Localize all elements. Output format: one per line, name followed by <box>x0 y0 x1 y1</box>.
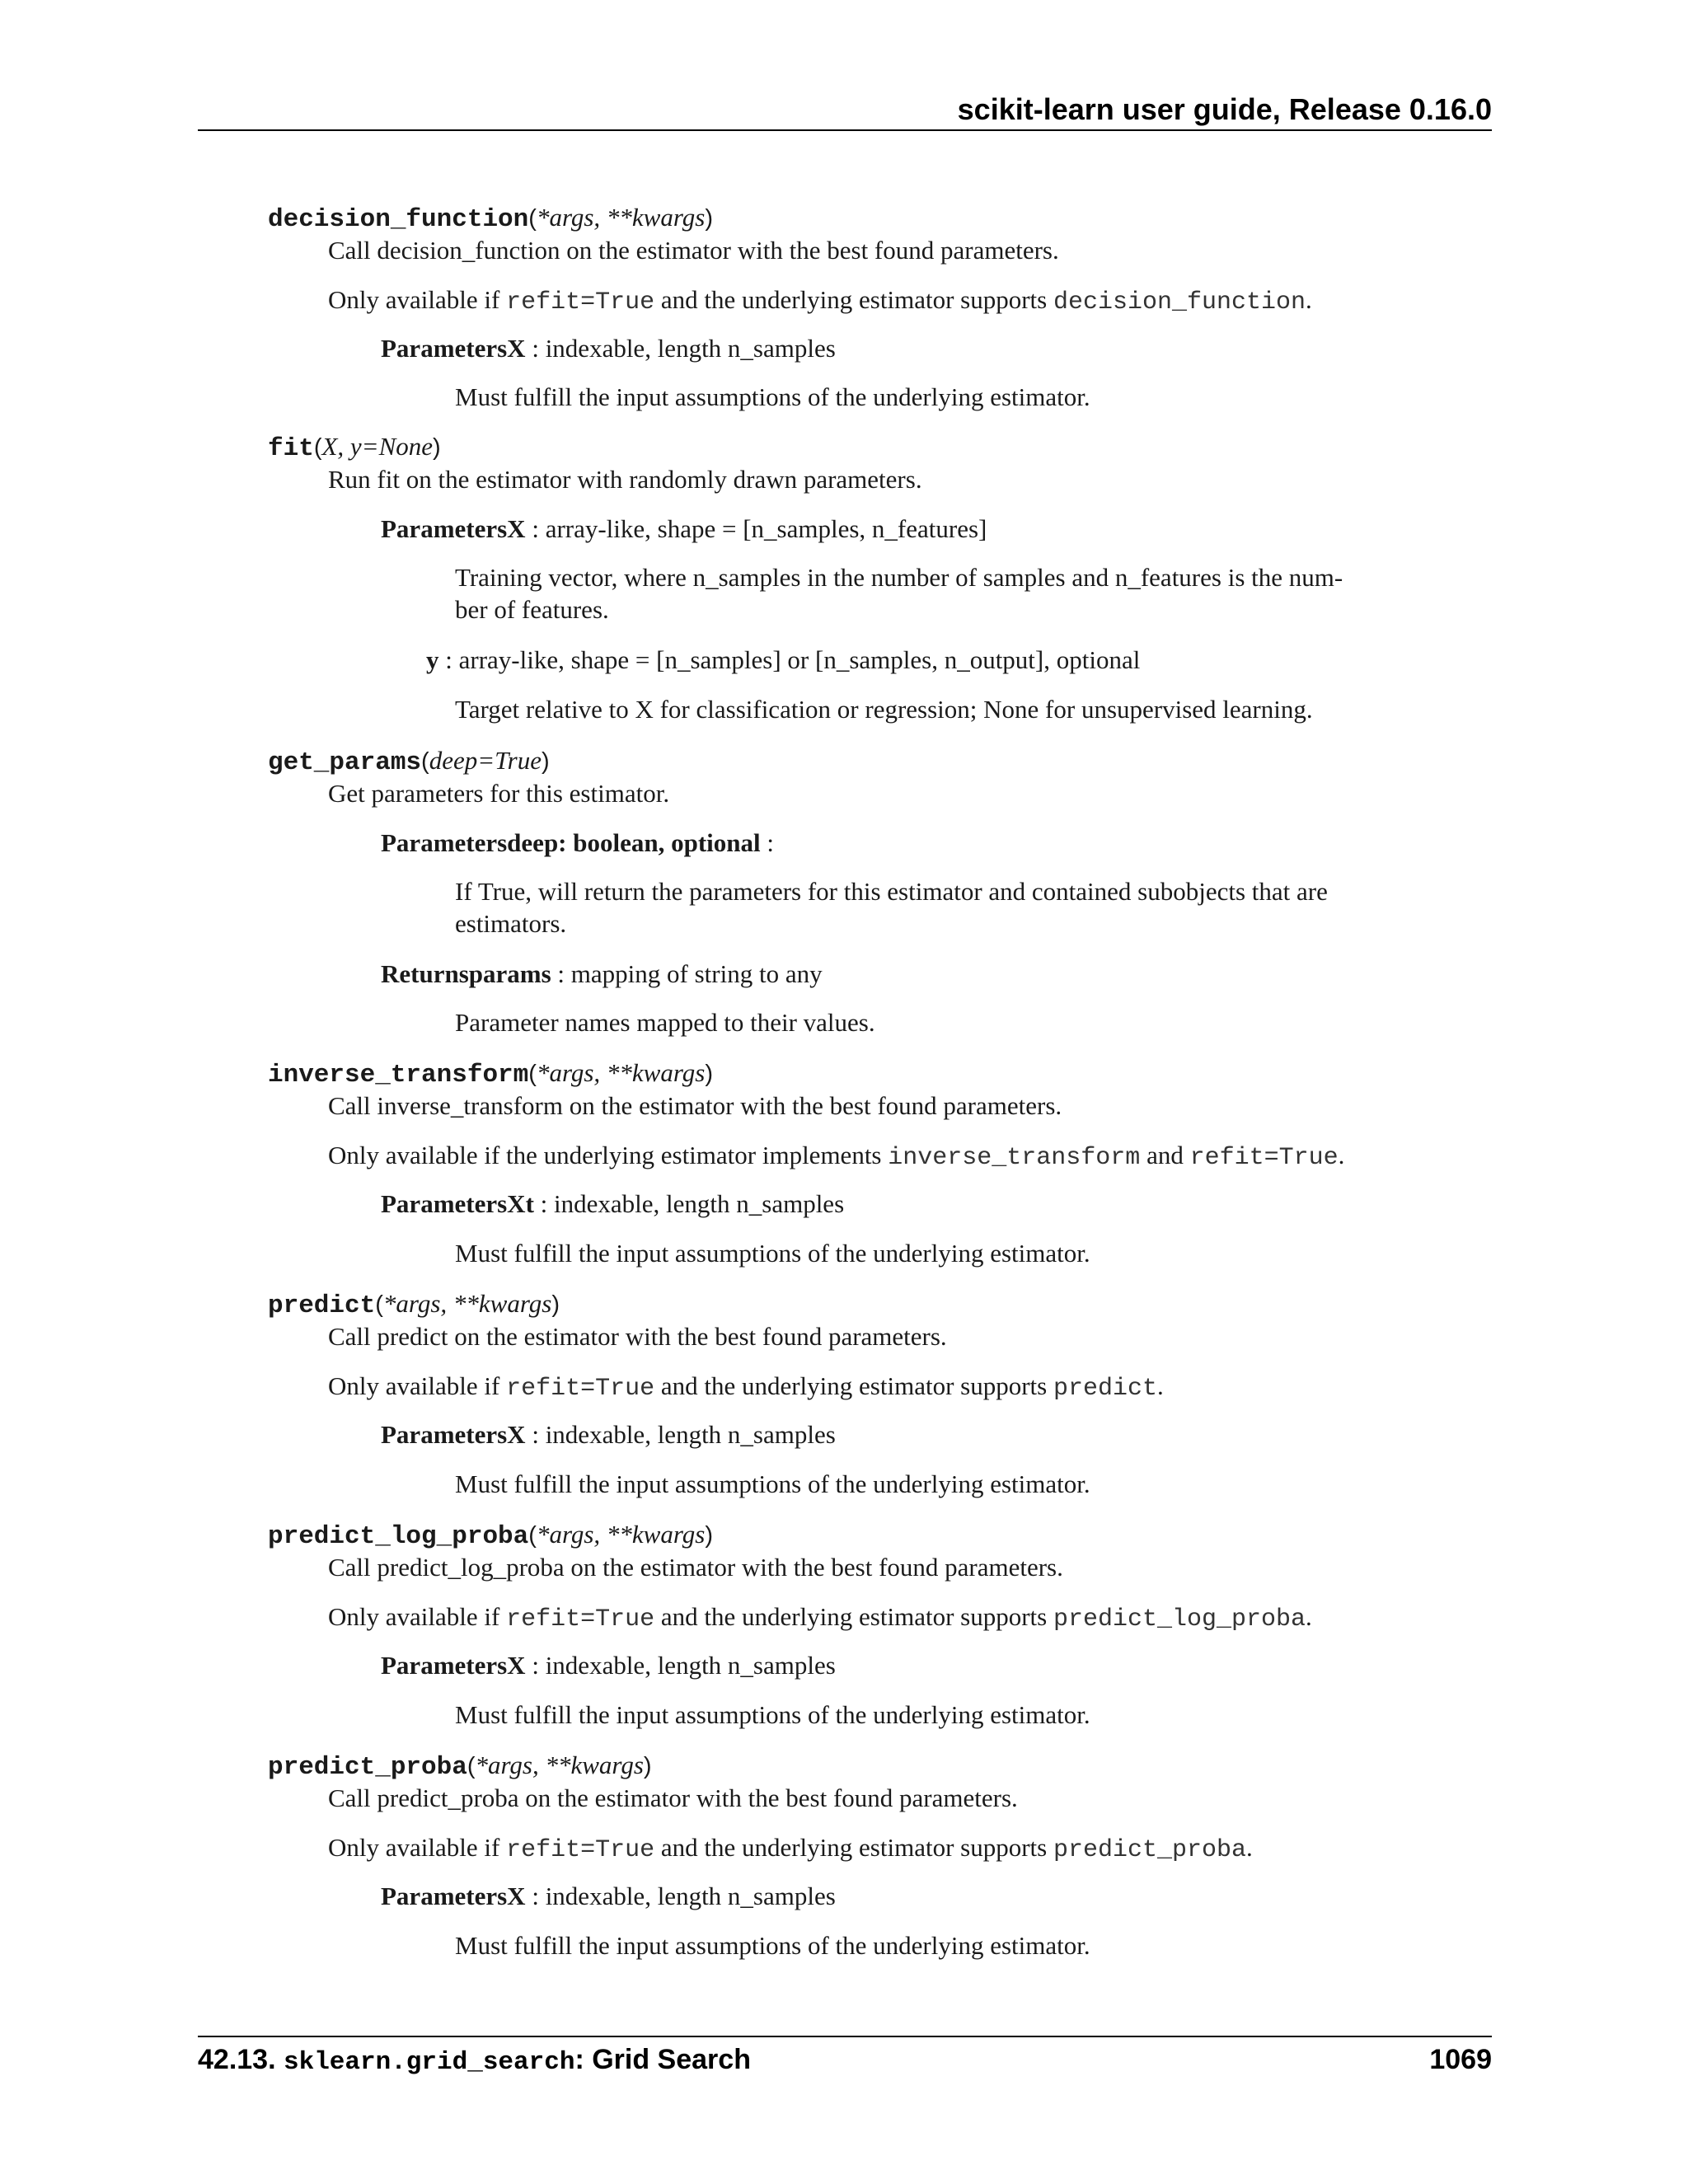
parameter-label: ParametersX <box>381 514 526 543</box>
note-text: and the underlying estimator supports <box>654 1602 1053 1631</box>
inline-code: refit=True <box>506 288 655 316</box>
header-rule <box>198 129 1492 131</box>
note-text: . <box>1246 1833 1253 1862</box>
close-paren: ) <box>551 1291 560 1318</box>
close-paren: ) <box>643 1753 652 1779</box>
note-text: . <box>1306 1602 1312 1631</box>
method-signature-decision-function <box>268 201 713 237</box>
method-name: predict_log_proba <box>268 1522 529 1551</box>
method-description: Call predict on the estimator with the best found parameters. <box>328 1322 947 1351</box>
section-number: 42.13. <box>198 2044 284 2075</box>
method-args: *args, **kwargs <box>536 1058 706 1087</box>
method-description: Get parameters for this estimator. <box>328 779 670 808</box>
parameter-label: Parametersdeep: boolean, optional <box>381 828 761 857</box>
parameter-label: y <box>426 645 439 674</box>
note-text: Only available if <box>328 1371 507 1400</box>
note-text: and <box>1140 1141 1190 1169</box>
parameter-description-continued: estimators. <box>455 909 567 938</box>
method-args: *args, **kwargs <box>475 1750 644 1779</box>
method-args: *args, **kwargs <box>536 1520 706 1549</box>
note-text: and the underlying estimator supports <box>654 1833 1053 1862</box>
parameter-description-continued: ber of features. <box>455 595 609 624</box>
inline-code: refit=True <box>506 1375 655 1403</box>
inline-code: refit=True <box>1189 1144 1339 1172</box>
method-args: deep=True <box>429 746 542 775</box>
open-paren: ( <box>528 1061 537 1087</box>
open-paren: ( <box>467 1753 476 1779</box>
parameter-description: Target relative to X for classification or regression; None for unsupervised learning. <box>455 695 1313 724</box>
parameter-type: : indexable, length n_samples <box>525 1420 836 1449</box>
method-description: Call predict_proba on the estimator with the best found parameters. <box>328 1783 1018 1812</box>
availability-note <box>328 1601 1312 1636</box>
parameter-description: Must fulfill the input assumptions of the underlying estimator. <box>455 1239 1090 1268</box>
parameter-description: Must fulfill the input assumptions of the underlying estimator. <box>455 1931 1090 1960</box>
method-description: Call inverse_transform on the estimator with the best found parameters. <box>328 1091 1062 1120</box>
method-args: *args, **kwargs <box>382 1289 552 1318</box>
running-header: scikit-learn user guide, Release 0.16.0 <box>957 92 1492 126</box>
open-paren: ( <box>528 1522 537 1549</box>
method-name: decision_function <box>268 205 529 234</box>
inline-code: predict_log_proba <box>1053 1605 1306 1633</box>
parameter-type: : array-like, shape = [n_samples] or [n_samples, n_output], optional <box>438 645 1141 674</box>
open-paren: ( <box>313 434 322 461</box>
note-text: . <box>1157 1371 1164 1400</box>
returns-description: Parameter names mapped to their values. <box>455 1008 875 1037</box>
method-name: inverse_transform <box>268 1061 529 1090</box>
method-signature-inverse-transform <box>268 1057 713 1092</box>
returns-type: : mapping of string to any <box>551 959 823 988</box>
close-paren: ) <box>433 434 441 461</box>
parameter-type: : <box>760 828 775 857</box>
inline-code: refit=True <box>506 1836 655 1864</box>
page-footer <box>198 2044 1492 2077</box>
close-paren: ) <box>705 1061 714 1087</box>
parameter-type: : indexable, length n_samples <box>525 1882 836 1910</box>
method-description: Call predict_log_proba on the estimator with the best found parameters. <box>328 1553 1063 1582</box>
availability-note <box>328 1370 1164 1405</box>
parameter-entry <box>381 513 987 546</box>
parameter-entry <box>381 1188 844 1221</box>
returns-entry <box>381 958 823 991</box>
inline-code: inverse_transform <box>888 1144 1141 1172</box>
parameter-type: : indexable, length n_samples <box>525 1651 836 1680</box>
note-text: . <box>1338 1141 1345 1169</box>
parameter-entry-y <box>426 644 1140 677</box>
close-paren: ) <box>705 205 714 232</box>
method-args: X, y=None <box>321 432 434 461</box>
method-name: get_params <box>268 748 422 777</box>
parameter-entry <box>381 1880 836 1913</box>
availability-note <box>328 1831 1253 1867</box>
note-text: . <box>1306 285 1312 314</box>
parameter-description: Must fulfill the input assumptions of the underlying estimator. <box>455 382 1090 411</box>
section-title: : Grid Search <box>574 2044 751 2075</box>
note-text: Only available if <box>328 1833 507 1862</box>
parameter-entry <box>381 827 774 860</box>
parameter-label: ParametersX <box>381 334 526 363</box>
page-number: 1069 <box>1429 2044 1492 2075</box>
parameter-label: ParametersX <box>381 1882 526 1910</box>
note-text: Only available if <box>328 285 507 314</box>
parameter-entry <box>381 332 836 365</box>
method-description: Run fit on the estimator with randomly drawn parameters. <box>328 465 922 494</box>
inline-code: decision_function <box>1053 288 1306 316</box>
method-name: predict_proba <box>268 1753 467 1782</box>
parameter-description: Must fulfill the input assumptions of the underlying estimator. <box>455 1700 1090 1729</box>
note-text: and the underlying estimator supports <box>654 1371 1053 1400</box>
parameter-type: : indexable, length n_samples <box>525 334 836 363</box>
method-signature-fit <box>268 430 441 466</box>
availability-note <box>328 284 1312 319</box>
method-name: fit <box>268 434 314 463</box>
close-paren: ) <box>705 1522 714 1549</box>
method-signature-predict <box>268 1287 560 1323</box>
method-args: *args, **kwargs <box>536 203 706 232</box>
availability-note <box>328 1139 1344 1174</box>
parameter-type: : array-like, shape = [n_samples, n_features] <box>525 514 987 543</box>
note-text: Only available if <box>328 1602 507 1631</box>
method-name: predict <box>268 1291 376 1320</box>
inline-code: predict <box>1053 1375 1157 1403</box>
method-signature-predict-proba <box>268 1749 652 1784</box>
close-paren: ) <box>542 748 550 775</box>
note-text: and the underlying estimator supports <box>654 285 1053 314</box>
footer-rule <box>198 2036 1492 2037</box>
open-paren: ( <box>421 748 429 775</box>
parameter-entry <box>381 1418 836 1451</box>
note-text: Only available if the underlying estimator implements <box>328 1141 889 1169</box>
returns-label: Returnsparams <box>381 959 551 988</box>
method-description: Call decision_function on the estimator with the best found parameters. <box>328 236 1059 265</box>
parameter-description: Must fulfill the input assumptions of the underlying estimator. <box>455 1469 1090 1498</box>
parameter-entry <box>381 1649 836 1682</box>
parameter-type: : indexable, length n_samples <box>533 1189 845 1218</box>
module-name: sklearn.grid_search <box>283 2048 575 2077</box>
parameter-label: ParametersX <box>381 1420 526 1449</box>
parameter-label: ParametersXt <box>381 1189 534 1218</box>
inline-code: predict_proba <box>1053 1836 1247 1864</box>
inline-code: refit=True <box>506 1605 655 1633</box>
open-paren: ( <box>528 205 537 232</box>
method-signature-predict-log-proba <box>268 1518 713 1554</box>
parameter-description: Training vector, where n_samples in the number of samples and n_features is the num- <box>455 563 1343 592</box>
parameter-label: ParametersX <box>381 1651 526 1680</box>
method-signature-get-params <box>268 744 550 780</box>
parameter-description: If True, will return the parameters for this estimator and contained subobjects that are <box>455 877 1328 906</box>
open-paren: ( <box>375 1291 383 1318</box>
